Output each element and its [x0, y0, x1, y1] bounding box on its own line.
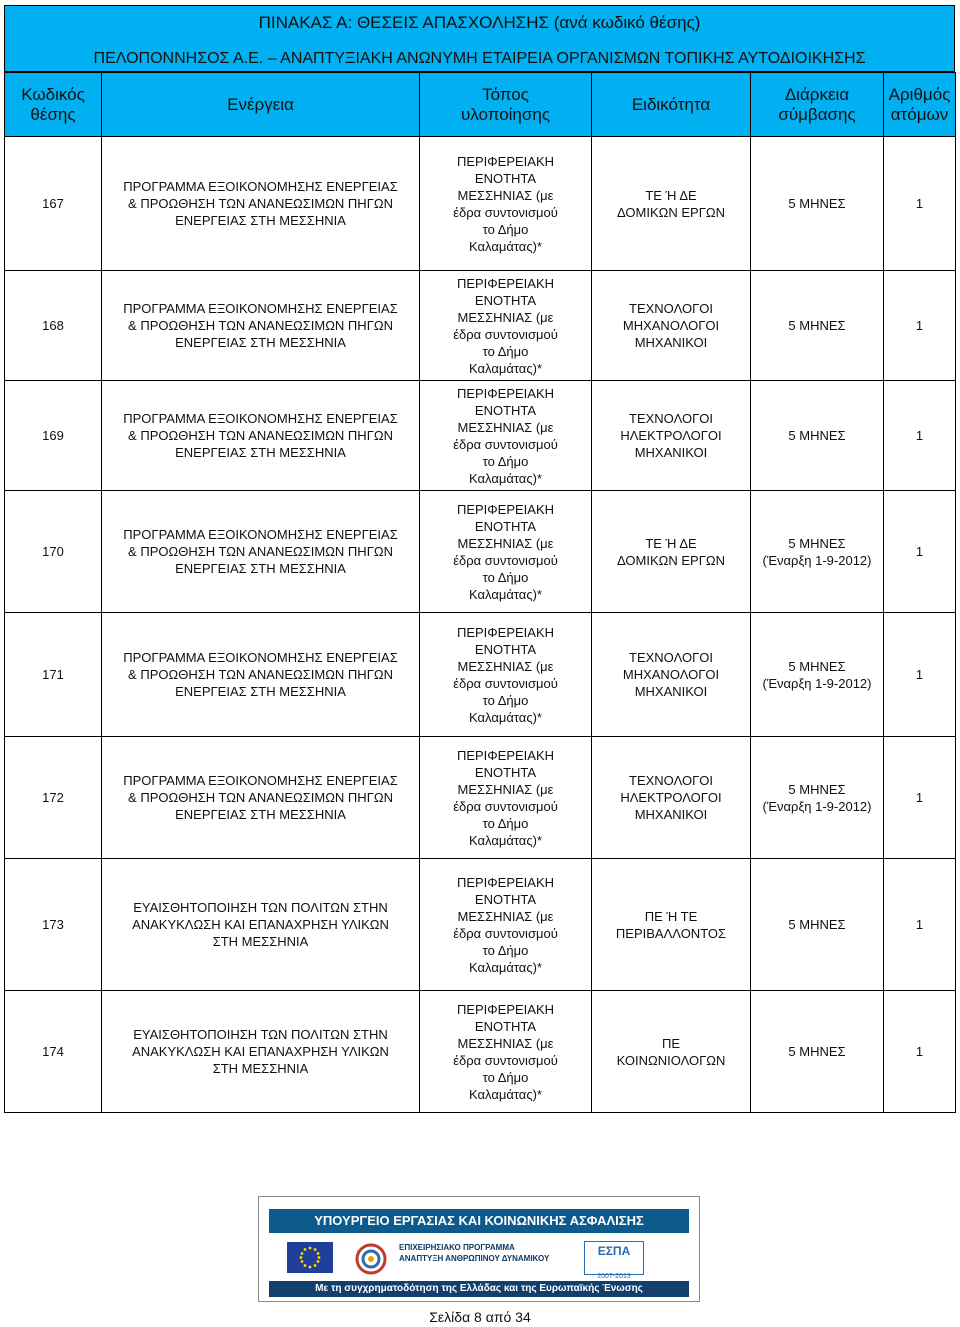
- table-row: [5, 491, 956, 613]
- cell-specialty: [592, 613, 751, 737]
- location-line: το Δήμο: [482, 569, 529, 585]
- location-line: το Δήμο: [482, 815, 529, 831]
- table-row: [5, 613, 956, 737]
- cell-duration: [751, 271, 884, 381]
- col-header-line: Κωδικός: [21, 84, 85, 104]
- specialty-line: ΔΟΜΙΚΩΝ ΕΡΓΩΝ: [617, 552, 725, 568]
- col-header-count: [884, 73, 956, 137]
- cell-code: 173: [5, 859, 102, 991]
- cell-location: [420, 137, 592, 271]
- location-line: Καλαμάτας)*: [469, 832, 542, 848]
- action-line: ΕΝΕΡΓΕΙΑΣ ΣΤΗ ΜΕΣΣΗΝΙΑ: [175, 213, 346, 228]
- duration-line: (Έναρξη 1-9-2012): [762, 798, 872, 814]
- location-line: ΠΕΡΙΦΕΡΕΙΑΚΗ: [456, 275, 555, 291]
- cell-action: [102, 859, 420, 991]
- cell-code: 172: [5, 737, 102, 859]
- location-line: το Δήμο: [482, 1069, 529, 1085]
- header-row: [5, 73, 956, 137]
- specialty-line: ΜΗΧΑΝΟΛΟΓΟΙ: [622, 667, 720, 682]
- eu-flag-icon: [287, 1242, 333, 1273]
- location-line: ΜΕΣΣΗΝΙΑΣ (με: [457, 535, 554, 551]
- action-line: ΕΥΑΙΣΘΗΤΟΠΟΙΗΣΗ ΤΩΝ ΠΟΛΙΤΩΝ ΣΤΗΝ: [133, 900, 388, 915]
- cell-code: 168: [5, 271, 102, 381]
- cell-location: [420, 859, 592, 991]
- cell-count: 1: [884, 859, 956, 991]
- positions-table: [4, 72, 956, 1113]
- action-line: ΕΝΕΡΓΕΙΑΣ ΣΤΗ ΜΕΣΣΗΝΙΑ: [175, 684, 346, 699]
- cell-count: 1: [884, 381, 956, 491]
- duration-line: (Έναρξη 1-9-2012): [762, 552, 872, 568]
- col-header-line: Τόπος: [482, 84, 529, 104]
- cell-location: [420, 381, 592, 491]
- specialty-line: ΜΗΧΑΝΙΚΟΙ: [634, 445, 708, 460]
- location-line: έδρα συντονισμού: [453, 436, 558, 452]
- duration-line: 5 ΜΗΝΕΣ: [788, 535, 846, 551]
- specialty-line: ΜΗΧΑΝΙΚΟΙ: [634, 684, 708, 699]
- cell-action: [102, 137, 420, 271]
- action-line: ΕΥΑΙΣΘΗΤΟΠΟΙΗΣΗ ΤΩΝ ΠΟΛΙΤΩΝ ΣΤΗΝ: [133, 1027, 388, 1042]
- specialty-line: ΤΕΧΝΟΛΟΓΟΙ: [629, 301, 713, 316]
- cell-specialty: [592, 137, 751, 271]
- program-line: ΑΝΑΠΤΥΞΗ ΑΝΘΡΩΠΙΝΟΥ ΔΥΝΑΜΙΚΟΥ: [399, 1254, 550, 1263]
- cell-count: 1: [884, 491, 956, 613]
- cell-duration: [751, 737, 884, 859]
- duration-line: 5 ΜΗΝΕΣ: [788, 1044, 846, 1059]
- location-line: ΕΝΟΤΗΤΑ: [474, 170, 537, 186]
- location-line: ΕΝΟΤΗΤΑ: [474, 292, 537, 308]
- cell-action: [102, 491, 420, 613]
- cell-code: 171: [5, 613, 102, 737]
- organization-name: ΠΕΛΟΠΟΝΝΗΣΟΣ Α.Ε. – ΑΝΑΠΤΥΞΙΑΚΗ ΑΝΩΝΥΜΗ ΕΤΑΙΡΕΙΑ ΟΡΓΑΝΙΣΜΩΝ ΤΟΠΙΚΗΣ ΑΥΤΟΔΙΟΙΚΗΣΗΣ: [93, 50, 866, 67]
- action-line: & ΠΡΟΩΘΗΣΗ ΤΩΝ ΑΝΑΝΕΩΣΙΜΩΝ ΠΗΓΩΝ: [128, 790, 393, 805]
- cell-action: [102, 381, 420, 491]
- specialty-line: ΠΕ: [661, 1035, 681, 1051]
- col-header-action: [102, 73, 420, 137]
- location-line: ΠΕΡΙΦΕΡΕΙΑΚΗ: [456, 501, 555, 517]
- location-line: ΜΕΣΣΗΝΙΑΣ (με: [457, 187, 554, 203]
- location-line: το Δήμο: [482, 343, 529, 359]
- action-line: ΠΡΟΓΡΑΜΜΑ ΕΞΟΙΚΟΝΟΜΗΣΗΣ ΕΝΕΡΓΕΙΑΣ: [123, 301, 398, 316]
- col-header-line: Ειδικότητα: [631, 94, 711, 114]
- cell-code: 174: [5, 991, 102, 1113]
- specialty-line: ΜΗΧΑΝΙΚΟΙ: [634, 807, 708, 822]
- location-line: Καλαμάτας)*: [469, 238, 542, 254]
- cell-location: [420, 271, 592, 381]
- ministry-banner: ΥΠΟΥΡΓΕΙΟ ΕΡΓΑΣΙΑΣ ΚΑΙ ΚΟΙΝΩΝΙΚΗΣ ΑΣΦΑΛΙΣΗΣ: [269, 1209, 689, 1233]
- specialty-line: ΔΟΜΙΚΩΝ ΕΡΓΩΝ: [617, 204, 725, 220]
- specialty-line: ΚΟΙΝΩΝΙΟΛΟΓΩΝ: [616, 1052, 726, 1068]
- duration-line: 5 ΜΗΝΕΣ: [788, 781, 846, 797]
- action-line: ΣΤΗ ΜΕΣΣΗΝΙΑ: [212, 934, 309, 949]
- location-line: ΜΕΣΣΗΝΙΑΣ (με: [457, 781, 554, 797]
- action-line: ΣΤΗ ΜΕΣΣΗΝΙΑ: [212, 1061, 309, 1076]
- action-line: ΑΝΑΚΥΚΛΩΣΗ ΚΑΙ ΕΠΑΝΑΧΡΗΣΗ ΥΛΙΚΩΝ: [132, 917, 389, 932]
- table-row: [5, 137, 956, 271]
- location-line: το Δήμο: [482, 942, 529, 958]
- table-row: [5, 859, 956, 991]
- cell-duration: [751, 859, 884, 991]
- cell-count: 1: [884, 737, 956, 859]
- cell-duration: [751, 381, 884, 491]
- specialty-line: ΗΛΕΚΤΡΟΛΟΓΟΙ: [620, 428, 722, 443]
- location-line: Καλαμάτας)*: [469, 470, 542, 486]
- funding-logos: [258, 1196, 700, 1302]
- col-header-line: υλοποίησης: [460, 104, 551, 124]
- col-header-code: [5, 73, 102, 137]
- specialty-line: ΤΕΧΝΟΛΟΓΟΙ: [629, 650, 713, 665]
- specialty-line: ΤΕ Ή ΔΕ: [645, 535, 697, 551]
- location-line: ΠΕΡΙΦΕΡΕΙΑΚΗ: [456, 1001, 555, 1017]
- espa-years: 2007-2013: [597, 1273, 631, 1280]
- location-line: ΜΕΣΣΗΝΙΑΣ (με: [457, 658, 554, 674]
- cell-count: 1: [884, 991, 956, 1113]
- action-line: & ΠΡΟΩΘΗΣΗ ΤΩΝ ΑΝΑΝΕΩΣΙΜΩΝ ΠΗΓΩΝ: [128, 318, 393, 333]
- location-line: ΠΕΡΙΦΕΡΕΙΑΚΗ: [456, 385, 555, 401]
- table-title: ΠΙΝΑΚΑΣ Α: ΘΕΣΕΙΣ ΑΠΑΣΧΟΛΗΣΗΣ (ανά κωδικό θέσης): [258, 13, 701, 32]
- cell-location: [420, 737, 592, 859]
- location-line: Καλαμάτας)*: [469, 360, 542, 376]
- program-emblem-graphic: [351, 1242, 391, 1276]
- cell-duration: [751, 613, 884, 737]
- specialty-line: ΜΗΧΑΝΙΚΟΙ: [634, 335, 708, 350]
- location-line: ΠΕΡΙΦΕΡΕΙΑΚΗ: [456, 153, 555, 169]
- specialty-line: ΠΕΡΙΒΑΛΛΟΝΤΟΣ: [615, 925, 727, 941]
- col-header-line: Διάρκεια: [784, 84, 850, 104]
- table-body: [5, 137, 956, 1113]
- action-line: ΠΡΟΓΡΑΜΜΑ ΕΞΟΙΚΟΝΟΜΗΣΗΣ ΕΝΕΡΓΕΙΑΣ: [123, 773, 398, 788]
- location-line: ΕΝΟΤΗΤΑ: [474, 891, 537, 907]
- duration-line: (Έναρξη 1-9-2012): [762, 675, 872, 691]
- action-line: ΕΝΕΡΓΕΙΑΣ ΣΤΗ ΜΕΣΣΗΝΙΑ: [175, 807, 346, 822]
- cell-count: 1: [884, 271, 956, 381]
- location-line: έδρα συντονισμού: [453, 1052, 558, 1068]
- eu-flag-graphic: [287, 1242, 333, 1273]
- location-line: Καλαμάτας)*: [469, 1086, 542, 1102]
- specialty-line: ΜΗΧΑΝΟΛΟΓΟΙ: [622, 318, 720, 333]
- location-line: το Δήμο: [482, 692, 529, 708]
- location-line: ΠΕΡΙΦΕΡΕΙΑΚΗ: [456, 874, 555, 890]
- col-header-location: [420, 73, 592, 137]
- action-line: ΠΡΟΓΡΑΜΜΑ ΕΞΟΙΚΟΝΟΜΗΣΗΣ ΕΝΕΡΓΕΙΑΣ: [123, 179, 398, 194]
- specialty-line: ΤΕΧΝΟΛΟΓΟΙ: [629, 411, 713, 426]
- specialty-line: ΤΕΧΝΟΛΟΓΟΙ: [629, 773, 713, 788]
- cell-specialty: [592, 381, 751, 491]
- location-line: Καλαμάτας)*: [469, 959, 542, 975]
- location-line: ΕΝΟΤΗΤΑ: [474, 641, 537, 657]
- location-line: ΜΕΣΣΗΝΙΑΣ (με: [457, 908, 554, 924]
- duration-line: 5 ΜΗΝΕΣ: [788, 428, 846, 443]
- location-line: Καλαμάτας)*: [469, 709, 542, 725]
- location-line: ΕΝΟΤΗΤΑ: [474, 402, 537, 418]
- location-line: έδρα συντονισμού: [453, 798, 558, 814]
- cell-duration: [751, 991, 884, 1113]
- action-line: ΕΝΕΡΓΕΙΑΣ ΣΤΗ ΜΕΣΣΗΝΙΑ: [175, 445, 346, 460]
- cell-location: [420, 991, 592, 1113]
- col-header-line: σύμβασης: [778, 104, 856, 124]
- program-logo-text: [399, 1242, 569, 1272]
- cell-specialty: [592, 491, 751, 613]
- cell-code: 170: [5, 491, 102, 613]
- location-line: το Δήμο: [482, 453, 529, 469]
- program-emblem-icon: [351, 1242, 391, 1276]
- specialty-line: ΗΛΕΚΤΡΟΛΟΓΟΙ: [620, 790, 722, 805]
- action-line: ΕΝΕΡΓΕΙΑΣ ΣΤΗ ΜΕΣΣΗΝΙΑ: [175, 335, 346, 350]
- action-line: & ΠΡΟΩΘΗΣΗ ΤΩΝ ΑΝΑΝΕΩΣΙΜΩΝ ΠΗΓΩΝ: [128, 196, 393, 211]
- action-line: & ΠΡΟΩΘΗΣΗ ΤΩΝ ΑΝΑΝΕΩΣΙΜΩΝ ΠΗΓΩΝ: [128, 428, 393, 443]
- cell-count: 1: [884, 613, 956, 737]
- action-line: ΠΡΟΓΡΑΜΜΑ ΕΞΟΙΚΟΝΟΜΗΣΗΣ ΕΝΕΡΓΕΙΑΣ: [123, 650, 398, 665]
- col-header-line: θέσης: [30, 104, 76, 124]
- location-line: έδρα συντονισμού: [453, 925, 558, 941]
- action-line: ΠΡΟΓΡΑΜΜΑ ΕΞΟΙΚΟΝΟΜΗΣΗΣ ΕΝΕΡΓΕΙΑΣ: [123, 411, 398, 426]
- col-header-specialty: [592, 73, 751, 137]
- col-header-line: ατόμων: [890, 104, 949, 124]
- cell-specialty: [592, 991, 751, 1113]
- col-header-line: Αριθμός: [888, 84, 951, 104]
- col-header-duration: [751, 73, 884, 137]
- action-line: & ΠΡΟΩΘΗΣΗ ΤΩΝ ΑΝΑΝΕΩΣΙΜΩΝ ΠΗΓΩΝ: [128, 667, 393, 682]
- cell-specialty: [592, 271, 751, 381]
- espa-logo: [584, 1241, 644, 1275]
- location-line: έδρα συντονισμού: [453, 204, 558, 220]
- duration-line: 5 ΜΗΝΕΣ: [788, 196, 846, 211]
- location-line: Καλαμάτας)*: [469, 586, 542, 602]
- cell-duration: [751, 137, 884, 271]
- action-line: ΠΡΟΓΡΑΜΜΑ ΕΞΟΙΚΟΝΟΜΗΣΗΣ ΕΝΕΡΓΕΙΑΣ: [123, 527, 398, 542]
- espa-label: ΕΣΠΑ: [597, 1244, 631, 1258]
- location-line: έδρα συντονισμού: [453, 552, 558, 568]
- cell-code: 167: [5, 137, 102, 271]
- cell-location: [420, 491, 592, 613]
- action-line: ΕΝΕΡΓΕΙΑΣ ΣΤΗ ΜΕΣΣΗΝΙΑ: [175, 561, 346, 576]
- action-line: ΑΝΑΚΥΚΛΩΣΗ ΚΑΙ ΕΠΑΝΑΧΡΗΣΗ ΥΛΙΚΩΝ: [132, 1044, 389, 1059]
- cell-action: [102, 737, 420, 859]
- table-row: [5, 991, 956, 1113]
- location-line: έδρα συντονισμού: [453, 675, 558, 691]
- cell-action: [102, 613, 420, 737]
- cofunding-banner: Με τη συγχρηματοδότηση της Ελλάδας και της Ευρωπαϊκής Ένωσης: [269, 1281, 689, 1297]
- page-number: Σελίδα 8 από 34: [429, 1309, 531, 1325]
- location-line: ΠΕΡΙΦΕΡΕΙΑΚΗ: [456, 747, 555, 763]
- cell-location: [420, 613, 592, 737]
- location-line: ΜΕΣΣΗΝΙΑΣ (με: [457, 1035, 554, 1051]
- table-title-band: [4, 5, 955, 72]
- location-line: ΠΕΡΙΦΕΡΕΙΑΚΗ: [456, 624, 555, 640]
- program-line: ΕΠΙΧΕΙΡΗΣΙΑΚΟ ΠΡΟΓΡΑΜΜΑ: [399, 1243, 515, 1252]
- cell-specialty: [592, 859, 751, 991]
- table-row: [5, 381, 956, 491]
- duration-line: 5 ΜΗΝΕΣ: [788, 318, 846, 333]
- location-line: ΕΝΟΤΗΤΑ: [474, 764, 537, 780]
- location-line: ΜΕΣΣΗΝΙΑΣ (με: [457, 419, 554, 435]
- cell-code: 169: [5, 381, 102, 491]
- table-row: [5, 271, 956, 381]
- cell-duration: [751, 491, 884, 613]
- cell-action: [102, 271, 420, 381]
- action-line: & ΠΡΟΩΘΗΣΗ ΤΩΝ ΑΝΑΝΕΩΣΙΜΩΝ ΠΗΓΩΝ: [128, 544, 393, 559]
- cell-specialty: [592, 737, 751, 859]
- location-line: έδρα συντονισμού: [453, 326, 558, 342]
- duration-line: 5 ΜΗΝΕΣ: [788, 917, 846, 932]
- location-line: το Δήμο: [482, 221, 529, 237]
- location-line: ΕΝΟΤΗΤΑ: [474, 518, 537, 534]
- table-row: [5, 737, 956, 859]
- specialty-line: ΤΕ Ή ΔΕ: [645, 187, 697, 203]
- cell-count: 1: [884, 137, 956, 271]
- specialty-line: ΠΕ Ή ΤΕ: [644, 908, 698, 924]
- location-line: ΕΝΟΤΗΤΑ: [474, 1018, 537, 1034]
- cell-action: [102, 991, 420, 1113]
- location-line: ΜΕΣΣΗΝΙΑΣ (με: [457, 309, 554, 325]
- duration-line: 5 ΜΗΝΕΣ: [788, 658, 846, 674]
- col-header-line: Ενέργεια: [227, 94, 294, 114]
